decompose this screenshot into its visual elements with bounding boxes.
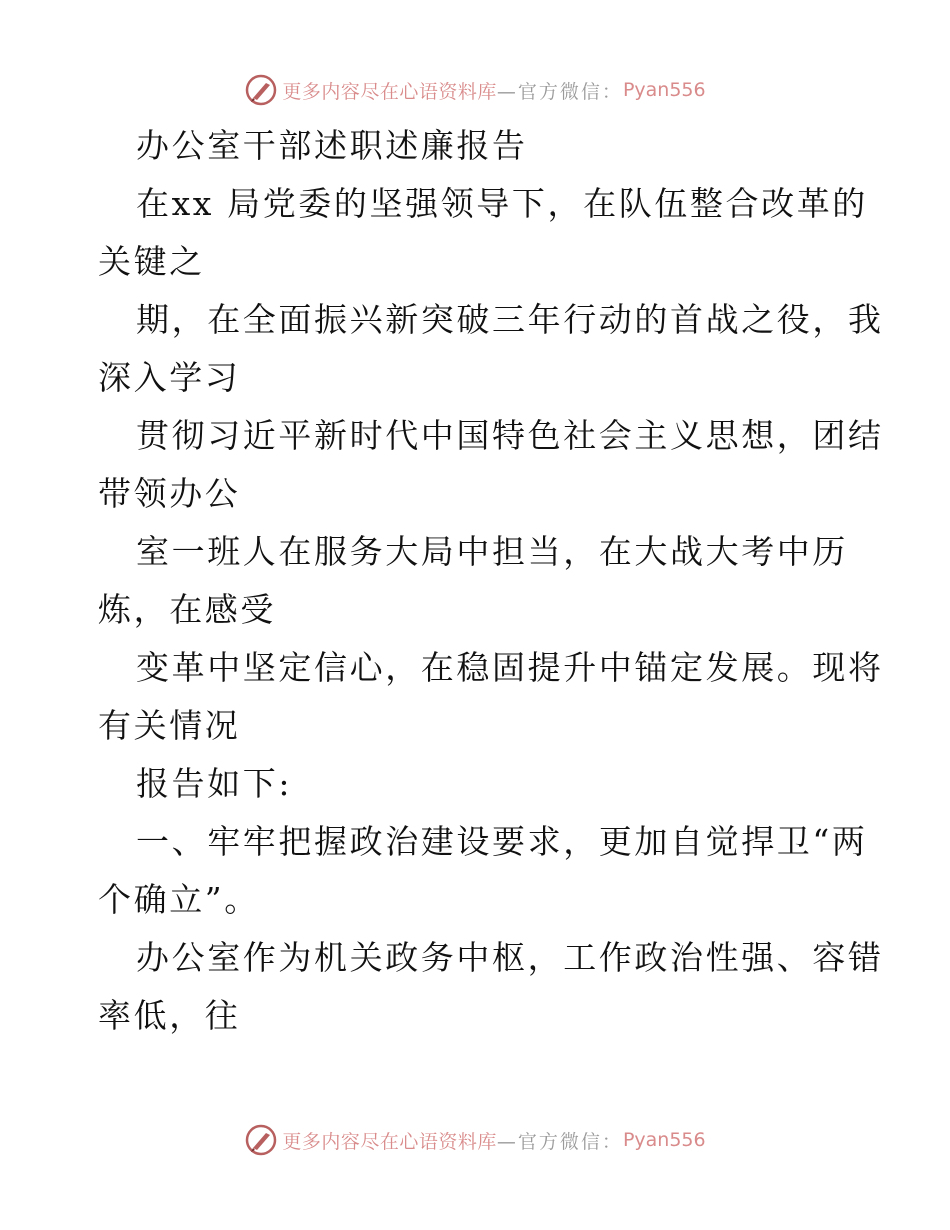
paragraph-line: 带领办公	[98, 474, 241, 513]
watermark-main-text: 更多内容尽在心语资料库	[282, 80, 497, 103]
section-heading: 一、牢牢把握政治建设要求，更加自觉捍卫“两	[136, 822, 868, 861]
paragraph-line: 在xx 局党委的坚强领导下，在队伍整合改革的	[136, 184, 868, 223]
paragraph-line: 有关情况	[98, 706, 241, 745]
paragraph-line: 关键之	[98, 242, 205, 281]
paragraph-line: 率低，往	[98, 996, 241, 1035]
paragraph-line: 变革中坚定信心，在稳固提升中锚定发展。现将	[136, 648, 884, 687]
watermark-sub-text: —官方微信：	[496, 1130, 623, 1153]
watermark-main-text: 更多内容尽在心语资料库	[282, 1130, 497, 1153]
paragraph-line: 室一班人在服务大局中担当，在大战大考中历	[136, 532, 848, 571]
document-title: 办公室干部述职述廉报告	[136, 126, 528, 165]
watermark-wechat-id: Pyan556	[622, 79, 706, 101]
paragraph-line: 报告如下:	[136, 764, 293, 803]
document-body	[98, 117, 884, 1045]
paragraph-line: 办公室作为机关政务中枢，工作政治性强、容错	[136, 938, 884, 977]
paragraph-line: 深入学习	[98, 358, 241, 397]
quill-pen-icon	[244, 1123, 278, 1157]
paragraph-line: 炼，在感受	[98, 590, 276, 629]
watermark-header	[0, 70, 950, 110]
paragraph-line: 期，在全面振兴新突破三年行动的首战之役，我	[136, 300, 884, 339]
section-heading-continued: 个确立”。	[98, 880, 260, 919]
watermark-wechat-id: Pyan556	[622, 1129, 706, 1151]
watermark-footer	[0, 1120, 950, 1160]
watermark-sub-text: —官方微信：	[496, 80, 623, 103]
quill-pen-icon	[244, 73, 278, 107]
paragraph-line: 贯彻习近平新时代中国特色社会主义思想，团结	[136, 416, 884, 455]
